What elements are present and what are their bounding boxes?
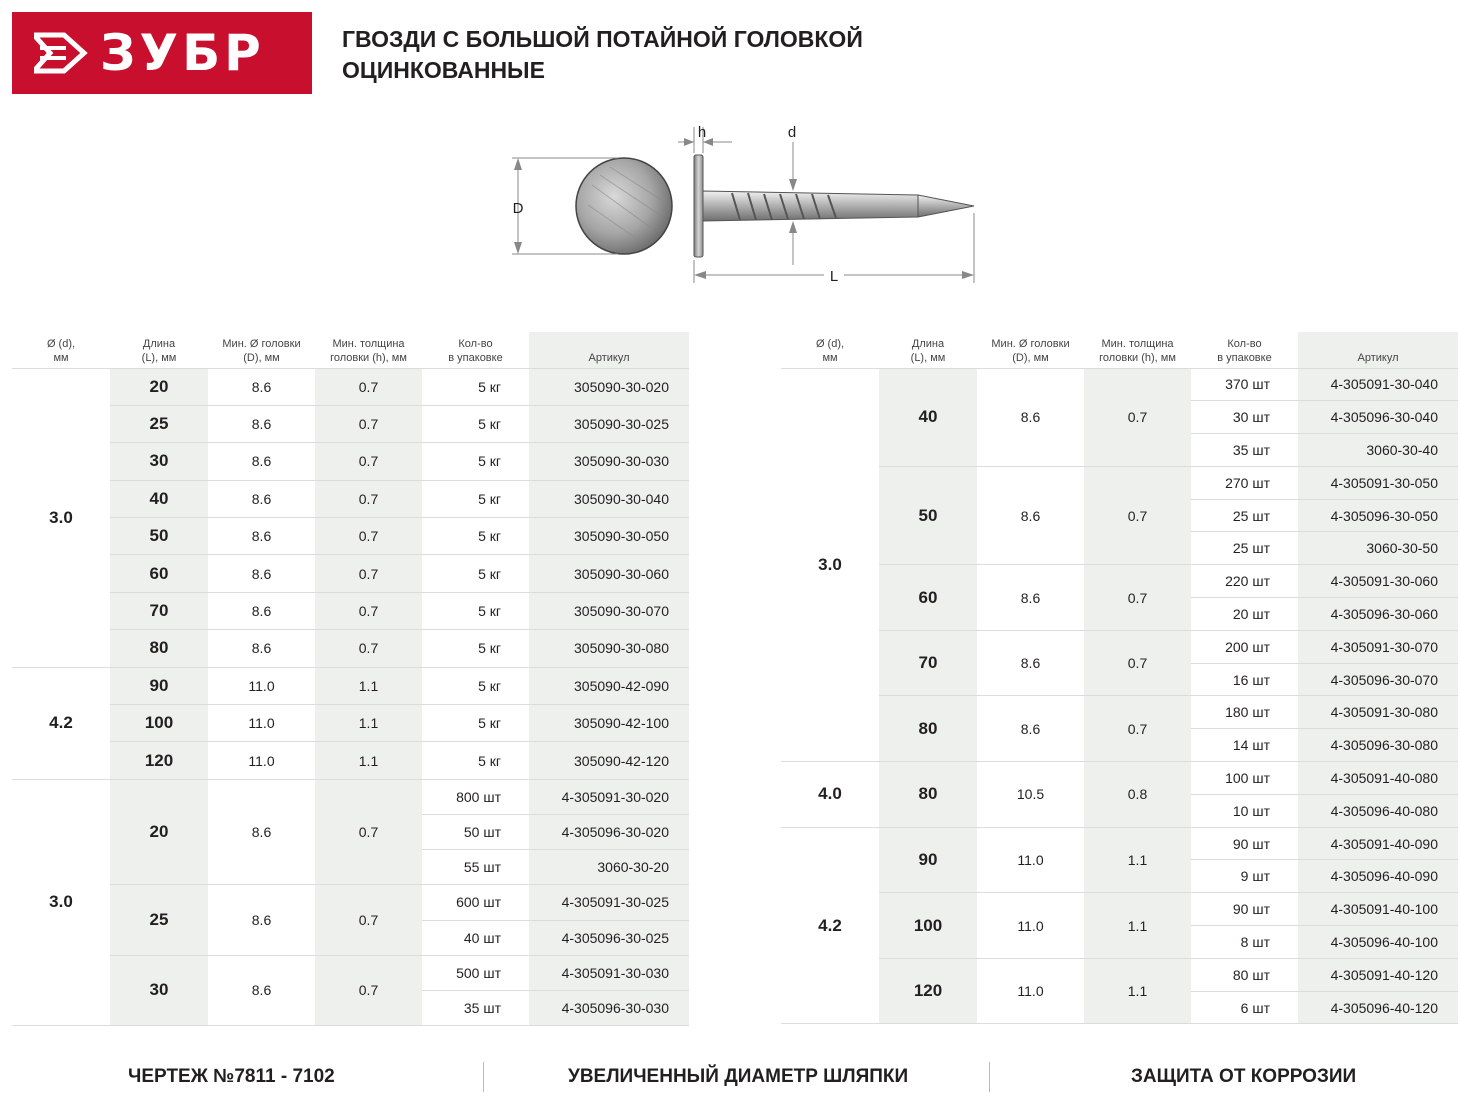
cell-article: 4-305091-30-050: [1298, 466, 1458, 499]
table-row: [781, 368, 1458, 401]
cell-head-diameter: 11.0: [208, 667, 315, 704]
cell-head-diameter: 8.6: [977, 368, 1084, 466]
cell-article: 3060-30-40: [1298, 434, 1458, 467]
cell-head-diameter: 8.6: [977, 696, 1084, 762]
cell-pack-qty: 5 кг: [422, 592, 529, 629]
cell-length: 20: [110, 368, 208, 405]
table-header-row: [781, 332, 1458, 368]
cell-head-diameter: 8.6: [208, 368, 315, 405]
cell-article: 305090-30-025: [529, 405, 689, 442]
svg-text:L: L: [829, 268, 839, 285]
nail-head-view: [576, 158, 672, 254]
cell-head-diameter: 8.6: [208, 630, 315, 667]
cell-article: 305090-30-050: [529, 518, 689, 555]
cell-pack-qty: 9 шт: [1191, 860, 1298, 893]
cell-pack-qty: 5 кг: [422, 368, 529, 405]
cell-head-thickness: 0.7: [315, 630, 422, 667]
cell-head-thickness: 0.7: [1084, 630, 1191, 696]
cell-head-diameter: 8.6: [977, 466, 1084, 564]
cell-article: 3060-30-50: [1298, 532, 1458, 565]
table-row: [12, 742, 689, 779]
cell-head-thickness: 0.7: [315, 518, 422, 555]
cell-head-thickness: 0.7: [315, 368, 422, 405]
cell-head-thickness: 1.1: [1084, 827, 1191, 893]
header-diameter: Ø (d), мм: [12, 332, 110, 368]
cell-length: 80: [879, 762, 977, 828]
header-article: Артикул: [1298, 332, 1458, 368]
title-line-1: ГВОЗДИ С БОЛЬШОЙ ПОТАЙНОЙ ГОЛОВКОЙ: [342, 26, 863, 52]
header-article: Артикул: [529, 332, 689, 368]
cell-article: 4-305096-30-040: [1298, 401, 1458, 434]
svg-text:D: D: [512, 200, 524, 217]
cell-pack-qty: 25 шт: [1191, 499, 1298, 532]
dim-L: [694, 213, 974, 285]
cell-head-thickness: 1.1: [315, 667, 422, 704]
cell-diameter: 4.0: [781, 762, 879, 828]
cell-length: 40: [110, 480, 208, 517]
cell-head-thickness: 0.7: [315, 443, 422, 480]
cell-head-thickness: 0.7: [315, 779, 422, 885]
cell-length: 70: [879, 630, 977, 696]
cell-pack-qty: 200 шт: [1191, 630, 1298, 663]
table-row: [12, 779, 689, 814]
table-row: [12, 480, 689, 517]
footer-drawing-number: ЧЕРТЕЖ №7811 - 7102: [128, 1066, 335, 1087]
cell-article: 4-305096-30-020: [529, 814, 689, 849]
cell-head-thickness: 1.1: [1084, 893, 1191, 959]
header-length: Длина (L), мм: [879, 332, 977, 368]
cell-head-thickness: 1.1: [1084, 958, 1191, 1024]
cell-diameter: 3.0: [12, 368, 110, 667]
header-head-diameter: Мин. Ø головки (D), мм: [977, 332, 1084, 368]
cell-head-diameter: 8.6: [208, 443, 315, 480]
cell-head-thickness: 0.7: [315, 955, 422, 1025]
cell-article: 305090-30-040: [529, 480, 689, 517]
cell-head-thickness: 0.7: [1084, 368, 1191, 466]
cell-article: 305090-42-100: [529, 705, 689, 742]
cell-length: 90: [110, 667, 208, 704]
cell-pack-qty: 220 шт: [1191, 565, 1298, 598]
cell-article: 4-305091-30-020: [529, 779, 689, 814]
cell-article: 3060-30-20: [529, 850, 689, 885]
cell-head-thickness: 0.7: [315, 405, 422, 442]
cell-head-diameter: 11.0: [977, 827, 1084, 893]
brand-logo: [12, 12, 312, 94]
cell-head-diameter: 8.6: [208, 885, 315, 955]
cell-article: 4-305091-30-070: [1298, 630, 1458, 663]
footer-bar: [0, 1060, 1465, 1094]
cell-length: 40: [879, 368, 977, 466]
header-pack-qty: Кол-во в упаковке: [1191, 332, 1298, 368]
cell-length: 25: [110, 405, 208, 442]
cell-head-diameter: 8.6: [208, 592, 315, 629]
cell-pack-qty: 16 шт: [1191, 663, 1298, 696]
cell-head-thickness: 0.7: [315, 555, 422, 592]
cell-article: 4-305096-30-050: [1298, 499, 1458, 532]
cell-pack-qty: 5 кг: [422, 555, 529, 592]
header-head-thickness: Мин. толщина головки (h), мм: [1084, 332, 1191, 368]
table-row: [781, 630, 1458, 663]
cell-head-diameter: 8.6: [208, 518, 315, 555]
cell-pack-qty: 270 шт: [1191, 466, 1298, 499]
cell-article: 4-305096-30-070: [1298, 663, 1458, 696]
cell-pack-qty: 500 шт: [422, 955, 529, 990]
cell-pack-qty: 8 шт: [1191, 926, 1298, 959]
cell-head-thickness: 0.7: [1084, 565, 1191, 631]
header-diameter: Ø (d), мм: [781, 332, 879, 368]
brand-arrow-icon: [34, 31, 88, 75]
right-spec-table: [781, 332, 1458, 1024]
cell-head-thickness: 0.8: [1084, 762, 1191, 828]
brand-name: ЗУБР: [100, 24, 265, 82]
cell-head-thickness: 0.7: [315, 592, 422, 629]
cell-pack-qty: 5 кг: [422, 742, 529, 779]
cell-head-diameter: 8.6: [208, 779, 315, 885]
cell-head-diameter: 8.6: [208, 480, 315, 517]
title-line-2: ОЦИНКОВАННЫЕ: [342, 57, 545, 83]
cell-article: 4-305096-40-100: [1298, 926, 1458, 959]
cell-length: 30: [110, 443, 208, 480]
cell-article: 4-305096-40-090: [1298, 860, 1458, 893]
header-length: Длина (L), мм: [110, 332, 208, 368]
cell-article: 4-305091-40-120: [1298, 958, 1458, 991]
cell-length: 50: [110, 518, 208, 555]
cell-article: 4-305096-30-025: [529, 920, 689, 955]
table-row: [12, 630, 689, 667]
cell-length: 30: [110, 955, 208, 1025]
cell-head-thickness: 1.1: [315, 705, 422, 742]
cell-article: 305090-30-020: [529, 368, 689, 405]
table-row: [12, 405, 689, 442]
cell-article: 305090-30-080: [529, 630, 689, 667]
cell-pack-qty: 370 шт: [1191, 368, 1298, 401]
cell-pack-qty: 5 кг: [422, 667, 529, 704]
cell-article: 4-305091-30-060: [1298, 565, 1458, 598]
cell-article: 4-305091-40-100: [1298, 893, 1458, 926]
footer-divider: [483, 1062, 484, 1092]
cell-pack-qty: 5 кг: [422, 405, 529, 442]
cell-head-thickness: 0.7: [315, 480, 422, 517]
cell-article: 305090-30-070: [529, 592, 689, 629]
cell-article: 305090-30-030: [529, 443, 689, 480]
cell-pack-qty: 30 шт: [1191, 401, 1298, 434]
left-spec-table: [12, 332, 689, 1026]
cell-diameter: 4.2: [12, 667, 110, 779]
cell-pack-qty: 25 шт: [1191, 532, 1298, 565]
cell-length: 50: [879, 466, 977, 564]
cell-head-diameter: 8.6: [977, 565, 1084, 631]
cell-article: 4-305091-30-080: [1298, 696, 1458, 729]
cell-pack-qty: 14 шт: [1191, 729, 1298, 762]
table-row: [12, 592, 689, 629]
cell-pack-qty: 6 шт: [1191, 991, 1298, 1024]
cell-length: 60: [879, 565, 977, 631]
cell-pack-qty: 5 кг: [422, 705, 529, 742]
table-row: [12, 667, 689, 704]
cell-pack-qty: 180 шт: [1191, 696, 1298, 729]
nail-side-view: [694, 155, 974, 257]
cell-pack-qty: 100 шт: [1191, 762, 1298, 795]
cell-diameter: 3.0: [781, 368, 879, 762]
cell-length: 80: [879, 696, 977, 762]
cell-head-thickness: 1.1: [315, 742, 422, 779]
cell-length: 100: [110, 705, 208, 742]
table-row: [781, 958, 1458, 991]
footer-feature-head: УВЕЛИЧЕННЫЙ ДИАМЕТР ШЛЯПКИ: [568, 1066, 909, 1087]
header-pack-qty: Кол-во в упаковке: [422, 332, 529, 368]
cell-pack-qty: 40 шт: [422, 920, 529, 955]
cell-pack-qty: 50 шт: [422, 814, 529, 849]
table-row: [12, 518, 689, 555]
table-row: [12, 885, 689, 920]
cell-article: 4-305091-30-030: [529, 955, 689, 990]
cell-diameter: 4.2: [781, 827, 879, 1024]
table-row: [781, 762, 1458, 795]
header-head-thickness: Мин. толщина головки (h), мм: [315, 332, 422, 368]
cell-article: 305090-42-090: [529, 667, 689, 704]
cell-head-diameter: 8.6: [977, 630, 1084, 696]
cell-article: 4-305096-30-030: [529, 990, 689, 1025]
cell-head-diameter: 11.0: [208, 742, 315, 779]
cell-article: 4-305091-30-025: [529, 885, 689, 920]
table-row: [12, 955, 689, 990]
dim-h: [678, 124, 732, 153]
cell-pack-qty: 80 шт: [1191, 958, 1298, 991]
cell-head-diameter: 11.0: [208, 705, 315, 742]
cell-pack-qty: 55 шт: [422, 850, 529, 885]
cell-length: 70: [110, 592, 208, 629]
table-row: [12, 555, 689, 592]
header-head-diameter: Мин. Ø головки (D), мм: [208, 332, 315, 368]
cell-head-thickness: 0.7: [315, 885, 422, 955]
cell-pack-qty: 35 шт: [1191, 434, 1298, 467]
cell-head-diameter: 10.5: [977, 762, 1084, 828]
cell-head-thickness: 0.7: [1084, 696, 1191, 762]
cell-pack-qty: 600 шт: [422, 885, 529, 920]
cell-length: 120: [879, 958, 977, 1024]
table-row: [12, 705, 689, 742]
cell-pack-qty: 5 кг: [422, 518, 529, 555]
cell-length: 25: [110, 885, 208, 955]
table-row: [781, 565, 1458, 598]
table-row: [781, 827, 1458, 860]
cell-pack-qty: 5 кг: [422, 443, 529, 480]
cell-pack-qty: 10 шт: [1191, 794, 1298, 827]
table-row: [12, 443, 689, 480]
cell-article: 4-305091-40-090: [1298, 827, 1458, 860]
cell-length: 90: [879, 827, 977, 893]
cell-head-thickness: 0.7: [1084, 466, 1191, 564]
cell-article: 4-305096-40-120: [1298, 991, 1458, 1024]
table-row: [781, 466, 1458, 499]
cell-head-diameter: 8.6: [208, 405, 315, 442]
svg-text:d: d: [787, 124, 797, 141]
cell-head-diameter: 11.0: [977, 958, 1084, 1024]
page-title: [342, 24, 863, 86]
cell-pack-qty: 5 кг: [422, 630, 529, 667]
cell-head-diameter: 11.0: [977, 893, 1084, 959]
cell-pack-qty: 800 шт: [422, 779, 529, 814]
table-row: [781, 893, 1458, 926]
cell-length: 60: [110, 555, 208, 592]
cell-pack-qty: 90 шт: [1191, 827, 1298, 860]
cell-article: 4-305096-30-060: [1298, 598, 1458, 631]
table-row: [781, 696, 1458, 729]
cell-article: 4-305091-40-080: [1298, 762, 1458, 795]
cell-head-diameter: 8.6: [208, 555, 315, 592]
cell-length: 120: [110, 742, 208, 779]
cell-article: 4-305096-40-080: [1298, 794, 1458, 827]
cell-article: 305090-42-120: [529, 742, 689, 779]
cell-pack-qty: 20 шт: [1191, 598, 1298, 631]
cell-length: 80: [110, 630, 208, 667]
cell-length: 100: [879, 893, 977, 959]
footer-divider: [989, 1062, 990, 1092]
cell-length: 20: [110, 779, 208, 885]
table-header-row: [12, 332, 689, 368]
cell-pack-qty: 5 кг: [422, 480, 529, 517]
svg-text:h: h: [697, 124, 707, 141]
footer-feature-corrosion: ЗАЩИТА ОТ КОРРОЗИИ: [1131, 1066, 1357, 1087]
cell-pack-qty: 90 шт: [1191, 893, 1298, 926]
cell-head-diameter: 8.6: [208, 955, 315, 1025]
cell-article: 4-305096-30-080: [1298, 729, 1458, 762]
cell-pack-qty: 35 шт: [422, 990, 529, 1025]
cell-article: 4-305091-30-040: [1298, 368, 1458, 401]
table-row: [12, 368, 689, 405]
cell-article: 305090-30-060: [529, 555, 689, 592]
cell-diameter: 3.0: [12, 779, 110, 1025]
nail-drawing: [500, 115, 1000, 295]
